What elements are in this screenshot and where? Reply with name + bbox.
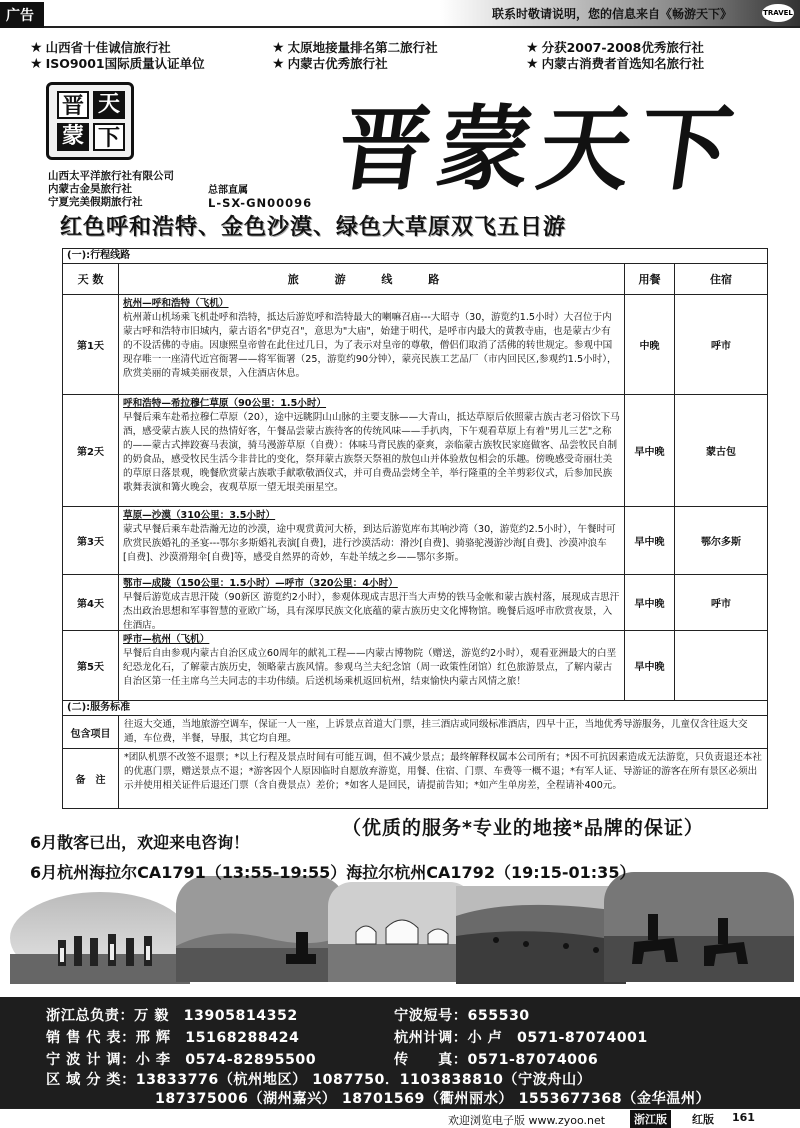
- horseman-photo: [176, 876, 346, 982]
- table-row: 第1天 杭州—呼和浩特（飞机） 杭州萧山机场乘飞机赴呼和浩特，抵达后游览呼和浩特最大的喇嘛召庙---大昭寺（30，游览约1.5小时）大召位于内蒙古呼和浩特市旧城内，蒙古语名"伊克召"，意思为"大庙"，始建于明代，是呼市内最大的黄教寺庙，也是蒙古少有的不设活佛的寺庙。因康熙皇帝曾在此住过几日，为了表示对皇帝的尊敬，僧侣们取消了活佛的转世规定。参观中国现存唯一一座清代近宫衙署——将军衙署（25，游览约90分钟），蒙亮民族工艺品厂（市内回民区,参观约1.5小时），欣赏美丽的青城美丽夜景，入住酒店休息。 中晚 呼市: [63, 295, 767, 395]
- star-icon: ★: [272, 56, 285, 72]
- promo-line: 6月散客已出，欢迎来电咨询！: [30, 833, 250, 852]
- hq-license: 总部直属 L-SX-GN00096: [208, 185, 313, 210]
- agency-list: 山西太平洋旅行社有限公司 内蒙古金昊旅行社 宁夏完美假期旅行社: [48, 170, 174, 208]
- contact-line: 187375006（湖州嘉兴） 18701569（衢州丽水） 1553677368（金华温州）: [155, 1091, 711, 1107]
- contact-line: 传 真：0571-87074006: [394, 1052, 599, 1068]
- contact-line: 宁波短号：655530: [394, 1008, 530, 1024]
- star-icon: ★: [30, 40, 43, 56]
- notes-row: 备 注 *团队机票不改签不退票；*以上行程及景点时间有可能互调，但不减少景点；最终解释权属本公司所有；*因不可抗因素造成无法游览，只负责退还本社的优惠门票，赠送景点不退；*游客因个人原因临时自愿放弃游览，用餐、住宿、门票、车费等一概不退；*有军人证、导游证的游客在所有景区必须出示并使用相关证件后退还门票（含自费景点）差价；*如客人是回民，请提前告知；*如产生单房差，全程请补400元。: [63, 748, 767, 808]
- itinerary-table: [62, 248, 768, 809]
- magazine-logo: TRAVEL: [762, 4, 794, 22]
- table-row: 第5天 呼市—杭州（飞机） 早餐后自由参观内蒙古自治区成立60周年的献礼工程——内蒙古博物院（赠送，游览约2小时），观看亚洲最大的白垩纪恐龙化石，了解蒙古族历史，领略蒙古族风情。参观乌兰夫纪念馆（周一政策性闭馆）红色旅游景点，了解内蒙古自治区第一任主席乌兰夫同志的丰功伟绩。后送机场乘机返回杭州，结束愉快内蒙古风情之旅！ 早中晚: [63, 631, 767, 701]
- star-icon: ★: [30, 56, 43, 72]
- honor-item: ★ 分获2007-2008优秀旅行社: [526, 40, 704, 56]
- page-number: 161: [732, 1111, 755, 1124]
- honor-item: ★ 山西省十佳诚信旅行社: [30, 40, 171, 56]
- main-title: 红色呼和浩特、金色沙漠、绿色大草原双飞五日游: [60, 215, 567, 240]
- contact-line: 宁 波 计 调：小 李 0574-82895500: [46, 1052, 317, 1068]
- section-heading: (一):行程线路: [63, 249, 767, 264]
- star-icon: ★: [526, 40, 539, 56]
- honor-item: ★ 内蒙古优秀旅行社: [272, 56, 388, 72]
- honor-item: ★ ISO9001国际质量认证单位: [30, 56, 205, 72]
- star-icon: ★: [272, 40, 285, 56]
- contact-line: 杭州计调：小 卢 0571-87074001: [394, 1030, 648, 1046]
- footer-edition: 浙江版: [630, 1110, 671, 1128]
- yurt-photo: [328, 882, 474, 982]
- footer-site: 欢迎浏览电子版 www.zyoo.net: [448, 1114, 606, 1127]
- grassland-photo: [456, 886, 626, 984]
- table-row: 第3天 草原—沙漠（310公里：3.5小时） 蒙式早餐后乘车赴浩瀚无边的沙漠，途中观赏黄河大桥，到达后游览库布其响沙湾（30，游览约2.5小时），午餐时可欣赏民族婚礼的圣宴---鄂尔多斯婚礼表演[自费]，进行沙漠活动：滑沙[自费]、骑骆驼漫游沙海[自费]、沙漠冲浪车[自费]、沙漠滑翔伞[自费]等，感受自然界的奇妙，车赴羊绒之乡——鄂尔多斯。 早中晚 鄂尔多斯: [63, 507, 767, 575]
- dancers-photo: [10, 892, 190, 984]
- photo-strip: [0, 878, 800, 990]
- riders-photo: [604, 872, 794, 982]
- footer-red: 红版: [692, 1113, 714, 1126]
- contact-line: 销 售 代 表：邢 辉 15168288424: [46, 1030, 300, 1046]
- footer-bar: [0, 1108, 800, 1127]
- contact-panel: [0, 997, 800, 1108]
- honor-item: ★ 内蒙古消费者首选知名旅行社: [526, 56, 705, 72]
- honors-block: [0, 32, 800, 72]
- includes-row: 包含项目 往返大交通，当地旅游空调车，保证一人一座，上诉景点首道大门票，挂三酒店或同级标准酒店，四早十正，当地优秀导游服务，儿童仅含往返大交通，车位费，半餐，导服，其它均自理。: [63, 716, 767, 748]
- table-row: 第2天 呼和浩特—希拉穆仁草原（90公里：1.5小时） 早餐后乘车赴希拉穆仁草原（20），途中远眺阴山山脉的主要支脉——大青山，抵达草原后依照蒙古族古老习俗饮下马酒，感受蒙古族人民的热情好客，午餐品尝蒙古族待客的传统风味——手扒肉，下午观看草原上有着"男儿三艺"之称的——蒙古式摔跤赛马表演，骑马漫游草原（自费）：体味马背民族的豪爽，亲临蒙古族牧民家庭做客、品尝牧民自制的奶食品，感受牧民生活今非昔比的变化，祭拜蒙古族祭天祭祖的敖包山并体验敖包相会的乐趣。傍晚感受奇丽壮美的草原日落景观，晚餐欣赏蒙古族歌手献歌敬酒仪式，并可自费品尝烤全羊，举行隆重的全羊剪彩仪式，后参加民族歌舞表演和篝火晚会，夜观草原一望无垠美丽星空。 早中晚 蒙古包: [63, 395, 767, 507]
- contact-line: 区 域 分 类：13833776（杭州地区） 1087750．1103838810（宁波舟山）: [46, 1072, 592, 1088]
- brand-title: 晋蒙天下: [331, 95, 747, 203]
- section-heading: (二):服务标准: [63, 701, 767, 716]
- top-bar: [0, 0, 800, 28]
- honor-item: ★ 太原地接量排名第二旅行社: [272, 40, 438, 56]
- table-header: 天 数 旅 游 线 路 用餐 住宿: [63, 264, 767, 295]
- quality-slogan: （优质的服务*专业的地接*品牌的保证）: [342, 817, 704, 839]
- table-row: 第4天 鄂市—成陵（150公里：1.5小时）—呼市（320公里：4小时） 早餐后游览成吉思汗陵（90新区 游览约2小时），参观体现成吉思汗当大声势的铁马金帐和蒙古族村落，展现成吉思汗杰出政治思想和军事智慧的亚欧广场，具有深厚民族文化底蕴的蒙古族历史文化博物馆。晚餐后返呼市欣赏夜景，入住酒店。 早中晚 呼市: [63, 575, 767, 631]
- star-icon: ★: [526, 56, 539, 72]
- brand-seal-logo: 晋 天 蒙 下: [46, 82, 134, 160]
- contact-line: 浙江总负责：万 毅 13905814352: [46, 1008, 298, 1024]
- header-slogan: 联系时敬请说明，您的信息来自《畅游天下》: [492, 7, 733, 21]
- flight-schedule: 6月杭州海拉尔CA1791（13:55-19:55）海拉尔杭州CA1792（19:15-01:35）: [30, 863, 636, 882]
- ad-label: 广告: [0, 2, 44, 28]
